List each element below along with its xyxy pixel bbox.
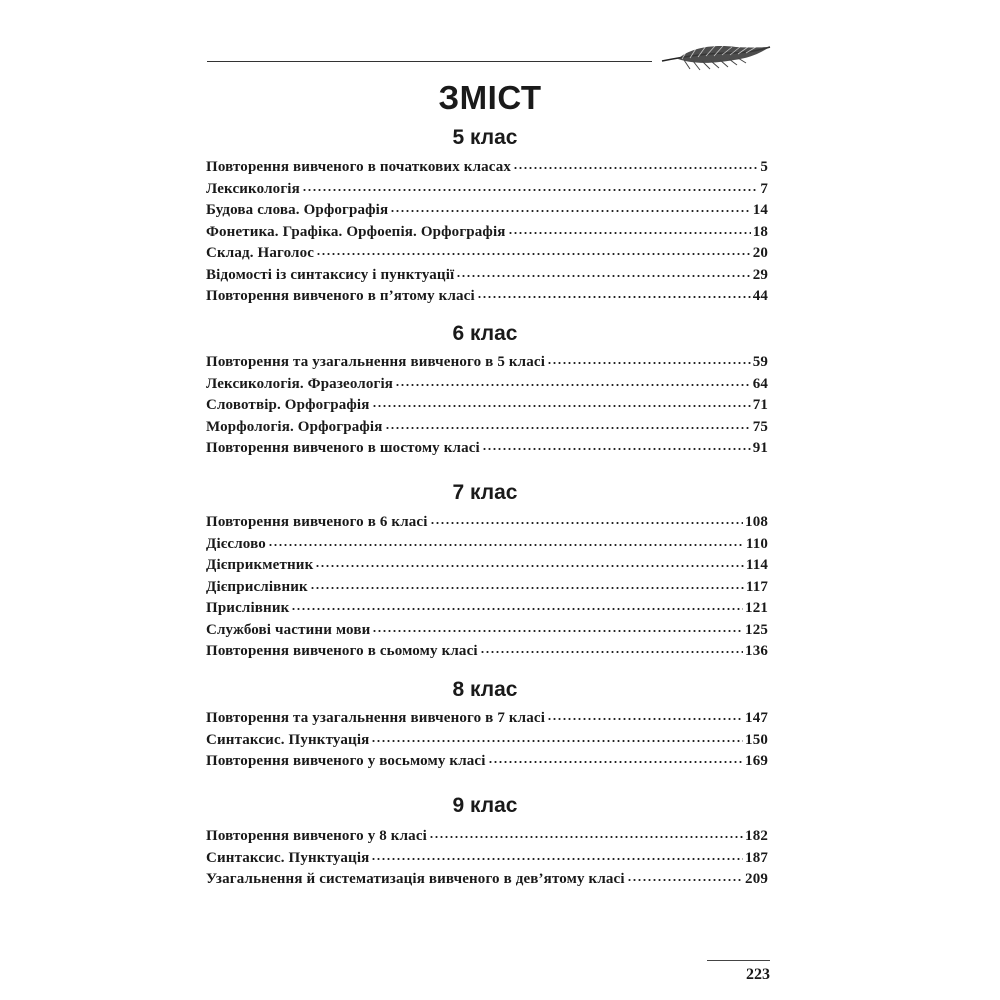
toc-entry[interactable]: Повторення вивченого у восьмому класі 169 <box>206 753 768 769</box>
toc-entry[interactable]: Синтаксис. Пунктуація 187 <box>206 849 768 866</box>
toc-entry[interactable]: Склад. Наголос 20 <box>206 245 768 261</box>
toc-entry[interactable]: Лексикологія. Фразеологія 64 <box>206 375 768 392</box>
toc-entry[interactable]: Повторення вивченого в п’ятому класі 44 <box>206 288 768 304</box>
toc-entry[interactable]: Повторення вивченого в сьомому класі 136 <box>206 643 768 659</box>
toc-entry[interactable]: Фонетика. Графіка. Орфоепія. Орфографія 18 <box>206 223 768 240</box>
toc-entry[interactable]: Дієприслівник 117 <box>206 578 768 595</box>
toc-entry[interactable]: Дієприкметник 114 <box>206 557 768 573</box>
toc-entry[interactable]: Синтаксис. Пунктуація 150 <box>206 731 768 748</box>
toc-entry[interactable]: Повторення та узагальнення вивченого в 7 класі 147 <box>206 710 768 726</box>
toc-entry[interactable]: Будова слова. Орфографія 14 <box>206 202 768 218</box>
toc-entry[interactable]: Повторення та узагальнення вивченого в 5 класі 59 <box>206 354 768 370</box>
section-heading-grade-9: 9 клас <box>452 794 518 817</box>
toc-list-grade-9 <box>206 826 768 891</box>
feather-icon <box>660 44 772 72</box>
toc-list-grade-6 <box>206 352 768 460</box>
footer-rule <box>707 960 770 961</box>
toc-entry[interactable]: Повторення вивченого в 6 класі 108 <box>206 514 768 530</box>
toc-entry[interactable]: Відомості із синтаксису і пунктуації 29 <box>206 266 768 283</box>
toc-entry[interactable]: Службові частини мови 125 <box>206 621 768 638</box>
toc-entry[interactable]: Морфологія. Орфографія 75 <box>206 418 768 435</box>
section-heading-grade-8: 8 клас <box>452 678 518 701</box>
toc-entry[interactable]: Прислівник 121 <box>206 600 768 616</box>
toc-list-grade-5 <box>206 157 768 308</box>
page-number: 223 <box>746 966 770 983</box>
toc-entry[interactable]: Дієслово 110 <box>206 535 768 552</box>
toc-entry[interactable]: Словотвір. Орфографія 71 <box>206 397 768 413</box>
toc-entry[interactable]: Повторення вивченого в початкових класах 5 <box>206 159 768 175</box>
toc-entry[interactable]: Лексикологія 7 <box>206 180 768 197</box>
section-heading-grade-7: 7 клас <box>452 481 518 504</box>
toc-entry[interactable]: Повторення вивченого у 8 класі 182 <box>206 828 768 844</box>
section-heading-grade-5: 5 клас <box>452 126 518 149</box>
toc-entry[interactable]: Узагальнення й систематизація вивченого в дев’ятому класі 209 <box>206 871 768 887</box>
section-heading-grade-6: 6 клас <box>452 322 518 345</box>
toc-list-grade-8 <box>206 708 768 773</box>
header-rule <box>207 61 652 62</box>
toc-list-grade-7 <box>206 512 768 663</box>
toc-entry[interactable]: Повторення вивченого в шостому класі 91 <box>206 440 768 456</box>
page-title: ЗМІСТ <box>438 79 542 116</box>
